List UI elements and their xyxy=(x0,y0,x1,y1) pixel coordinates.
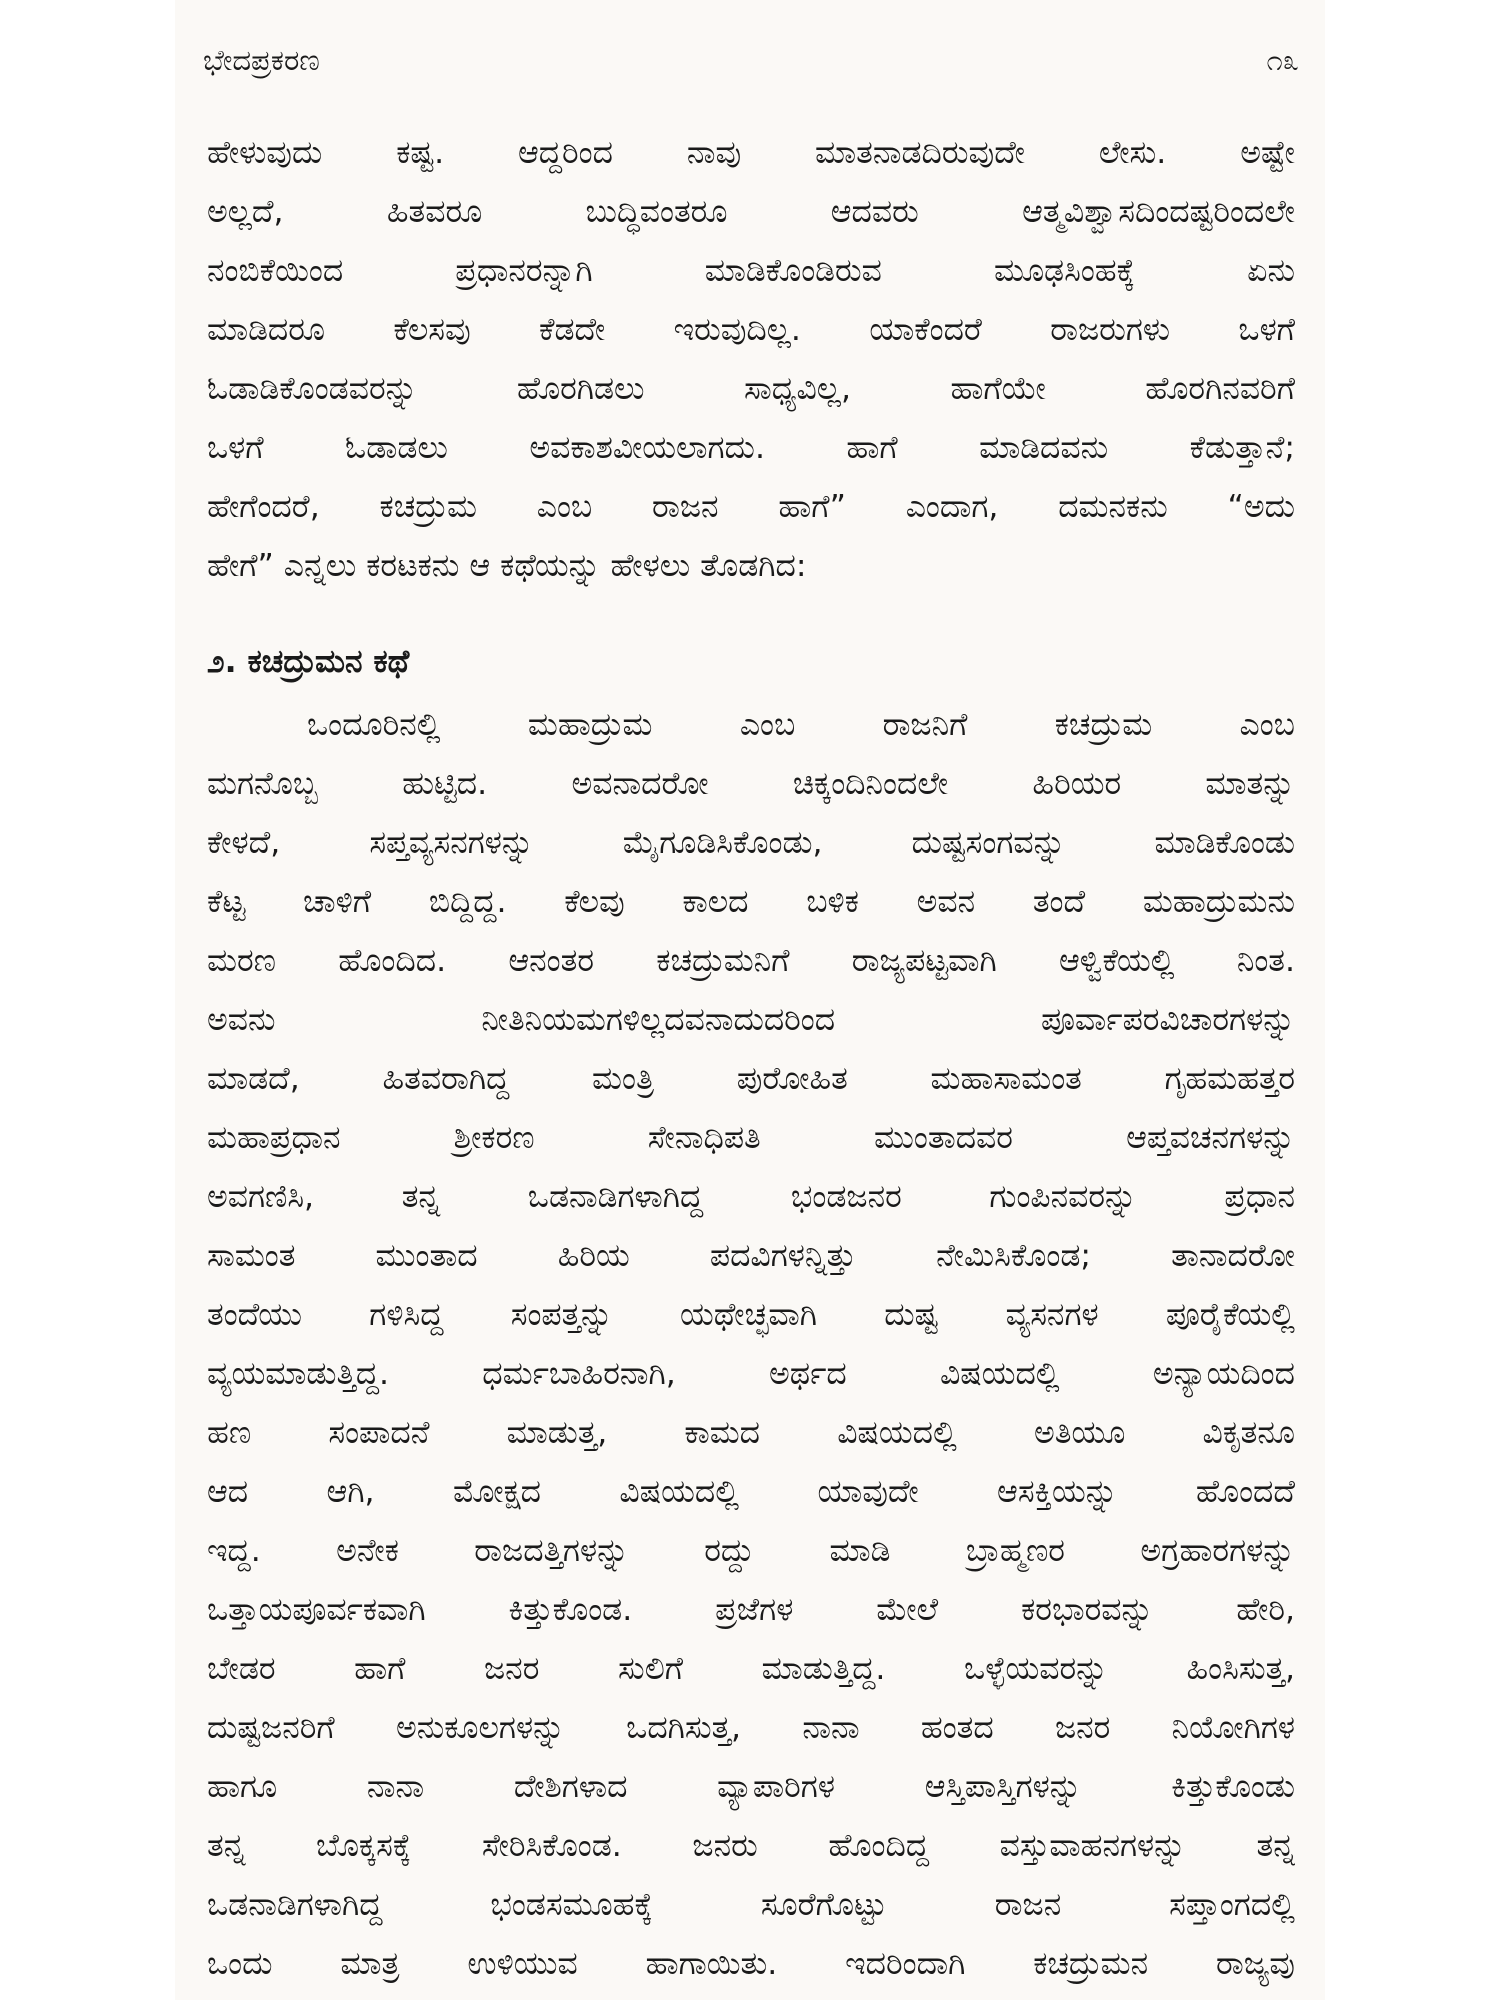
running-header xyxy=(195,40,1305,80)
text-line: ನಂಬಿಕೆಯಿಂದ ಪ್ರಧಾನರನ್ನಾಗಿ ಮಾಡಿಕೊಂಡಿರುವ ಮೂಢಸಿಂಹಕ್ಕೆ ಏನು xyxy=(207,253,1295,289)
text-line: ಓಡಾಡಿಕೊಂಡವರನ್ನು ಹೊರಗಿಡಲು ಸಾಧ್ಯವಿಲ್ಲ, ಹಾಗೆಯೇ ಹೊರಗಿನವರಿಗೆ xyxy=(207,371,1295,407)
text-line: ದುಷ್ಟಜನರಿಗೆ ಅನುಕೂಲಗಳನ್ನು ಒದಗಿಸುತ್ತ, ನಾನಾ ಹಂತದ ಜನರ ನಿಯೋಗಿಗಳ xyxy=(207,1710,1295,1746)
text-line: ಹಣ ಸಂಪಾದನೆ ಮಾಡುತ್ತ, ಕಾಮದ ವಿಷಯದಲ್ಲಿ ಅತಿಯೂ ವಿಕೃತನೂ xyxy=(207,1415,1295,1451)
text-line: ಅಲ್ಲದೆ, ಹಿತವರೂ ಬುದ್ಧಿವಂತರೂ ಆದವರು ಆತ್ಮವಿಶ್ವಾಸದಿಂದಷ್ಟರಿಂದಲೇ xyxy=(207,194,1295,230)
text-line: ಮಾಡದೆ, ಹಿತವರಾಗಿದ್ದ ಮಂತ್ರಿ ಪುರೋಹಿತ ಮಹಾಸಾಮಂತ ಗೃಹಮಹತ್ತರ xyxy=(207,1061,1295,1097)
text-line: ಮರಣ ಹೊಂದಿದ. ಆನಂತರ ಕಚದ್ರುಮನಿಗೆ ರಾಜ್ಯಪಟ್ಟವಾಗಿ ಆಳ್ವಿಕೆಯಲ್ಲಿ ನಿಂತ. xyxy=(207,943,1295,979)
text-line: ತಂದೆಯು ಗಳಿಸಿದ್ದ ಸಂಪತ್ತನ್ನು ಯಥೇಚ್ಛವಾಗಿ ದುಷ್ಟ ವ್ಯಸನಗಳ ಪೂರೈಕೆಯಲ್ಲಿ xyxy=(207,1297,1295,1333)
text-line: ಕೇಳದೆ, ಸಪ್ತವ್ಯಸನಗಳನ್ನು ಮೈಗೂಡಿಸಿಕೊಂಡು, ದುಷ್ಟಸಂಗವನ್ನು ಮಾಡಿಕೊಂಡು xyxy=(207,825,1295,861)
text-line: ಸಾಮಂತ ಮುಂತಾದ ಹಿರಿಯ ಪದವಿಗಳನ್ನಿತ್ತು ನೇಮಿಸಿಕೊಂಡ; ತಾನಾದರೋ xyxy=(207,1238,1295,1274)
book-page xyxy=(175,0,1325,2000)
text-line: ಒಂದೂರಿನಲ್ಲಿ ಮಹಾದ್ರುಮ ಎಂಬ ರಾಜನಿಗೆ ಕಚದ್ರುಮ ಎಂಬ xyxy=(307,707,1295,743)
text-line: ಇದ್ದ. ಅನೇಕ ರಾಜದತ್ತಿಗಳನ್ನು ರದ್ದು ಮಾಡಿ ಬ್ರಾಹ್ಮಣರ ಅಗ್ರಹಾರಗಳನ್ನು xyxy=(207,1533,1295,1569)
text-line: ತನ್ನ ಬೊಕ್ಕಸಕ್ಕೆ ಸೇರಿಸಿಕೊಂಡ. ಜನರು ಹೊಂದಿದ್ದ ವಸ್ತುವಾಹನಗಳನ್ನು ತನ್ನ xyxy=(207,1828,1295,1864)
section-heading: ೨. ಕಚದ್ರುಮನ ಕಥೆ xyxy=(207,644,410,680)
text-line: ಒಡನಾಡಿಗಳಾಗಿದ್ದ ಭಂಡಸಮೂಹಕ್ಕೆ ಸೂರೆಗೊಟ್ಟು ರಾಜನ ಸಪ್ತಾಂಗದಲ್ಲಿ xyxy=(207,1887,1295,1923)
text-line: ಹಾಗೂ ನಾನಾ ದೇಶಿಗಳಾದ ವ್ಯಾಪಾರಿಗಳ ಆಸ್ತಿಪಾಸ್ತಿಗಳನ್ನು ಕಿತ್ತುಕೊಂಡು xyxy=(207,1769,1295,1805)
text-line: ಅವನು ನೀತಿನಿಯಮಗಳಿಲ್ಲದವನಾದುದರಿಂದ ಪೂರ್ವಾಪರವಿಚಾರಗಳನ್ನು xyxy=(207,1002,1295,1038)
paragraph-2 xyxy=(195,696,1305,1994)
text-line: ಒಳಗೆ ಓಡಾಡಲು ಅವಕಾಶವೀಯಲಾಗದು. ಹಾಗೆ ಮಾಡಿದವನು ಕೆಡುತ್ತಾನೆ; xyxy=(207,430,1295,466)
chapter-title: ಭೇದಪ್ರಕರಣ xyxy=(203,43,320,77)
text-line: ಮಹಾಪ್ರಧಾನ ಶ್ರೀಕರಣ ಸೇನಾಧಿಪತಿ ಮುಂತಾದವರ ಆಪ್ತವಚನಗಳನ್ನು xyxy=(207,1120,1295,1156)
text-line: ಹೇಳುವುದು ಕಷ್ಟ. ಆದ್ದರಿಂದ ನಾವು ಮಾತನಾಡದಿರುವುದೇ ಲೇಸು. ಅಷ್ಟೇ xyxy=(207,135,1295,171)
text-line: ಒಂದು ಮಾತ್ರ ಉಳಿಯುವ ಹಾಗಾಯಿತು. ಇದರಿಂದಾಗಿ ಕಚದ್ರುಮನ ರಾಜ್ಯವು xyxy=(207,1946,1295,1982)
text-line: ಅವಗಣಿಸಿ, ತನ್ನ ಒಡನಾಡಿಗಳಾಗಿದ್ದ ಭಂಡಜನರ ಗುಂಪಿನವರನ್ನು ಪ್ರಧಾನ xyxy=(207,1179,1295,1215)
text-line: ಆದ ಆಗಿ, ಮೋಕ್ಷದ ವಿಷಯದಲ್ಲಿ ಯಾವುದೇ ಆಸಕ್ತಿಯನ್ನು ಹೊಂದದೆ xyxy=(207,1474,1295,1510)
page-number: ೧೩ xyxy=(1266,43,1299,77)
paragraph-1 xyxy=(195,124,1305,596)
text-line: ವ್ಯಯಮಾಡುತ್ತಿದ್ದ. ಧರ್ಮಬಾಹಿರನಾಗಿ, ಅರ್ಥದ ವಿಷಯದಲ್ಲಿ ಅನ್ಯಾಯದಿಂದ xyxy=(207,1356,1295,1392)
text-line: ಮಾಡಿದರೂ ಕೆಲಸವು ಕೆಡದೇ ಇರುವುದಿಲ್ಲ. ಯಾಕೆಂದರೆ ರಾಜರುಗಳು ಒಳಗೆ xyxy=(207,312,1295,348)
text-line: ಕೆಟ್ಟ ಚಾಳಿಗೆ ಬಿದ್ದಿದ್ದ. ಕೆಲವು ಕಾಲದ ಬಳಿಕ ಅವನ ತಂದೆ ಮಹಾದ್ರುಮನು xyxy=(207,884,1295,920)
text-line: ಮಗನೊಬ್ಬ ಹುಟ್ಟಿದ. ಅವನಾದರೋ ಚಿಕ್ಕಂದಿನಿಂದಲೇ ಹಿರಿಯರ ಮಾತನ್ನು xyxy=(207,766,1295,802)
text-line: ಒತ್ತಾಯಪೂರ್ವಕವಾಗಿ ಕಿತ್ತುಕೊಂಡ. ಪ್ರಜೆಗಳ ಮೇಲೆ ಕರಭಾರವನ್ನು ಹೇರಿ, xyxy=(207,1592,1295,1628)
text-line: ಹೇಗೆ” ಎನ್ನಲು ಕರಟಕನು ಆ ಕಥೆಯನ್ನು ಹೇಳಲು ತೊಡಗಿದ: xyxy=(207,548,807,584)
text-line: ಬೇಡರ ಹಾಗೆ ಜನರ ಸುಲಿಗೆ ಮಾಡುತ್ತಿದ್ದ. ಒಳ್ಳೆಯವರನ್ನು ಹಿಂಸಿಸುತ್ತ, xyxy=(207,1651,1295,1687)
text-line: ಹೇಗೆಂದರೆ, ಕಚದ್ರುಮ ಎಂಬ ರಾಜನ ಹಾಗೆ” ಎಂದಾಗ, ದಮನಕನು “ಅದು xyxy=(207,489,1295,525)
